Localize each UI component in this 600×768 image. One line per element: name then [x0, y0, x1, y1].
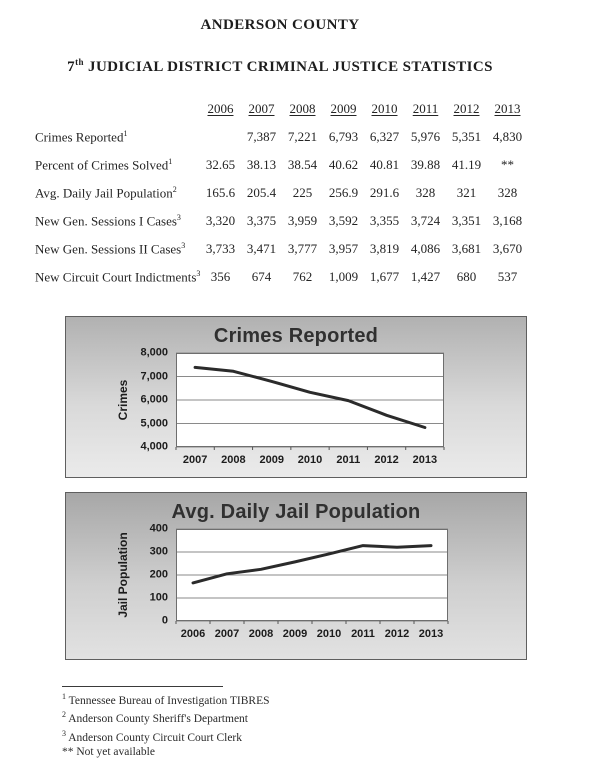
y-tick-label: 6,000 — [140, 393, 168, 406]
page-subtitle — [0, 57, 560, 76]
year-column-header: 2011 — [412, 101, 439, 116]
row-label-text: New Gen. Sessions I Cases — [35, 213, 177, 229]
y-tick-label: 300 — [149, 545, 168, 558]
cell-value: 356 — [210, 269, 231, 284]
cell-value: 38.54 — [287, 157, 318, 172]
footnote-marker: 1 — [62, 692, 66, 701]
row-label — [35, 269, 200, 285]
y-tick-label: 400 — [149, 522, 168, 535]
row-label — [35, 241, 200, 257]
table-row — [35, 151, 528, 179]
year-column-header: 2007 — [248, 101, 275, 116]
cell-value: ** — [501, 157, 514, 172]
table-row — [35, 179, 528, 207]
line-chart-svg — [176, 529, 448, 625]
footnote-text: Anderson County Sheriff's Department — [66, 713, 249, 726]
cell-value: 5,351 — [451, 129, 482, 144]
crimes-reported-chart — [65, 316, 527, 478]
year-column-header: 2013 — [494, 101, 521, 116]
row-label-footnote-marker: 1 — [168, 156, 173, 166]
year-column-header: 2012 — [453, 101, 480, 116]
subtitle-number: 7 — [67, 59, 76, 75]
table-row — [35, 235, 528, 263]
cell-value: 3,670 — [492, 241, 523, 256]
row-label-footnote-marker: 2 — [172, 184, 177, 194]
x-tick-label: 2012 — [384, 628, 410, 640]
x-tick-label: 2010 — [316, 628, 342, 640]
cell-value: 205.4 — [246, 185, 277, 200]
year-column-header: 2009 — [330, 101, 357, 116]
row-label-footnote-marker: 1 — [123, 128, 128, 138]
row-label-text: Avg. Daily Jail Population — [35, 185, 173, 201]
footnote — [62, 690, 270, 708]
y-tick-label: 7,000 — [140, 370, 168, 382]
chart-title: Crimes Reported — [213, 325, 379, 347]
cell-value: 3,777 — [287, 241, 318, 256]
page-title: ANDERSON COUNTY — [200, 17, 360, 33]
row-label-text: Crimes Reported — [35, 129, 124, 145]
cell-value: 3,733 — [205, 241, 236, 256]
footnote — [62, 708, 270, 726]
line-chart-svg — [176, 353, 444, 451]
cell-value: 4,086 — [410, 241, 441, 256]
cell-value: 3,168 — [492, 213, 523, 228]
row-label-text: Percent of Crimes Solved — [35, 157, 169, 173]
cell-value: 328 — [497, 185, 518, 200]
cell-value: 32.65 — [205, 157, 236, 172]
table-row — [35, 207, 528, 235]
footnote-marker: ** — [62, 745, 74, 758]
jail-population-chart — [65, 492, 527, 660]
row-label-footnote-marker: 3 — [176, 212, 181, 222]
cell-value: 3,724 — [410, 213, 441, 228]
cell-value: 5,976 — [410, 129, 441, 144]
cell-value: 680 — [456, 269, 477, 284]
cell-value: 225 — [292, 185, 313, 200]
x-tick-label: 2007 — [214, 628, 240, 640]
row-label — [35, 213, 200, 229]
plot-area — [140, 346, 444, 466]
footnote-separator — [62, 686, 223, 687]
cell-value: 41.19 — [451, 157, 482, 172]
chart-title: Avg. Daily Jail Population — [171, 501, 421, 523]
x-tick-label: 2008 — [221, 454, 246, 466]
y-tick-label: 5,000 — [140, 417, 168, 429]
cell-value: 321 — [456, 185, 477, 200]
cell-value: 3,355 — [369, 213, 400, 228]
y-tick-label: 8,000 — [140, 346, 168, 359]
cell-value: 256.9 — [328, 185, 359, 200]
x-tick-label: 2010 — [297, 454, 323, 466]
table-header-row — [35, 99, 528, 119]
subtitle-text: JUDICIAL DISTRICT CRIMINAL JUSTICE STATISTICS — [83, 59, 493, 75]
footnote — [62, 745, 270, 760]
plot-area — [149, 522, 448, 640]
row-label — [35, 129, 200, 145]
table-row — [35, 123, 528, 151]
row-label-text: New Circuit Court Indictments — [35, 269, 197, 285]
year-column-header: 2006 — [207, 101, 234, 116]
x-tick-label: 2011 — [336, 454, 361, 466]
cell-value: 3,592 — [328, 213, 359, 228]
cell-value: 40.81 — [369, 157, 400, 172]
table-body — [35, 123, 528, 291]
cell-value: 7,387 — [246, 129, 277, 144]
cell-value: 3,471 — [246, 241, 277, 256]
x-tick-label: 2013 — [418, 628, 444, 640]
footnote-text: Tennessee Bureau of Investigation TIBRES — [66, 694, 270, 707]
x-tick-label: 2007 — [182, 454, 208, 466]
x-tick-label: 2009 — [282, 628, 308, 640]
cell-value: 7,221 — [287, 129, 318, 144]
cell-value: 3,320 — [205, 213, 236, 228]
y-tick-label: 200 — [149, 568, 168, 581]
x-tick-label: 2009 — [259, 454, 284, 466]
x-tick-label: 2012 — [374, 454, 399, 466]
footnote-text: Not yet available — [73, 745, 155, 758]
row-label — [35, 157, 200, 173]
footnote — [62, 727, 270, 745]
cell-value: 537 — [497, 269, 518, 284]
cell-value: 1,009 — [328, 269, 359, 284]
footnote-marker: 3 — [62, 728, 66, 738]
year-column-header: 2008 — [289, 101, 316, 116]
row-label-text: New Gen. Sessions II Cases — [35, 241, 182, 257]
y-axis-title: Jail Population — [116, 532, 130, 618]
x-tick-label: 2006 — [180, 628, 206, 640]
row-label-footnote-marker: 3 — [181, 240, 186, 250]
subtitle-ordinal: th — [75, 57, 84, 67]
cell-value: 3,819 — [369, 241, 400, 256]
cell-value: 6,793 — [328, 129, 359, 144]
x-tick-label: 2013 — [412, 454, 438, 466]
y-axis-title: Crimes — [116, 379, 130, 421]
row-label-footnote-marker: 3 — [196, 268, 201, 278]
cell-value: 1,427 — [410, 269, 441, 284]
cell-value: 328 — [415, 185, 436, 200]
cell-value: 165.6 — [205, 185, 236, 200]
cell-value: 1,677 — [369, 269, 400, 284]
x-tick-label: 2011 — [351, 628, 375, 640]
cell-value: 3,681 — [451, 241, 482, 256]
cell-value: 762 — [292, 269, 313, 284]
cell-value: 3,957 — [328, 241, 359, 256]
cell-value: 3,375 — [246, 213, 277, 228]
cell-value: 291.6 — [369, 185, 400, 200]
cell-value: 4,830 — [492, 129, 523, 144]
x-tick-label: 2008 — [248, 628, 274, 640]
cell-value: 6,327 — [369, 129, 400, 144]
cell-value: 38.13 — [246, 157, 277, 172]
row-label — [35, 185, 200, 201]
cell-value: 39.88 — [410, 157, 441, 172]
footnote-marker: 2 — [62, 710, 66, 720]
cell-value: 674 — [251, 269, 272, 284]
y-tick-label: 100 — [149, 591, 168, 604]
statistics-table — [35, 99, 528, 291]
cell-value: 3,959 — [287, 213, 318, 228]
cell-value: 3,351 — [451, 213, 482, 228]
y-tick-label: 4,000 — [140, 440, 168, 453]
footnote-text: Anderson County Circuit Court Clerk — [66, 731, 243, 744]
table-row — [35, 263, 528, 291]
year-column-header: 2010 — [371, 101, 398, 116]
cell-value: 40.62 — [328, 157, 359, 172]
y-tick-label: 0 — [161, 614, 168, 627]
footnotes-list — [62, 690, 270, 759]
